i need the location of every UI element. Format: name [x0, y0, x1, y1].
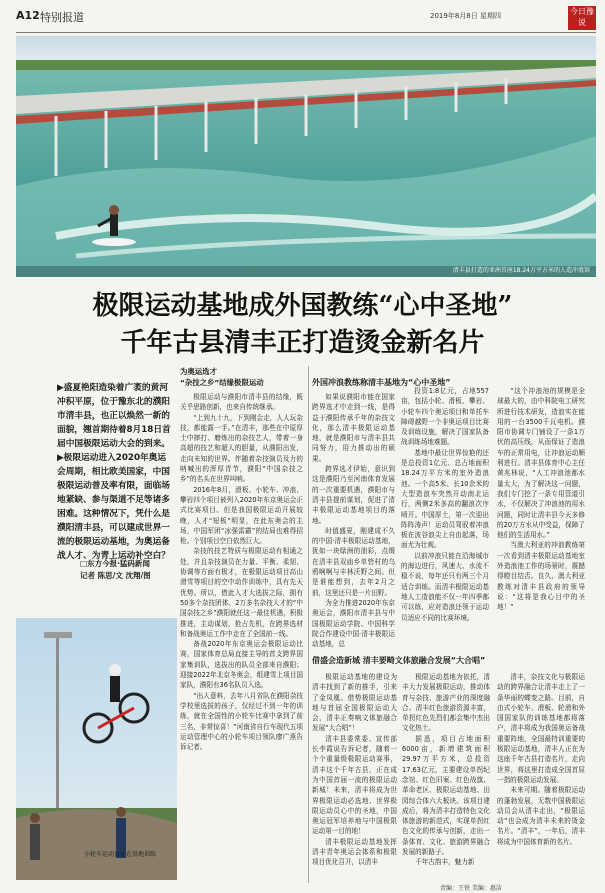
column-divider — [308, 366, 309, 883]
issue-date: 2019年8月8日 星期四 — [430, 12, 501, 20]
headline-line-2: 千年古县清丰正打造烫金新名片 — [120, 328, 485, 358]
paragraph: 跨界选才伊始，意识到这是濮阳乃至河南体育发展的一次重要机遇，濮阳市与清丰县提前谋划，促进了清丰极限运动基地项目的落地。 — [312, 465, 395, 525]
page-footer: 责编：王铁 美编：惠洁 — [440, 885, 502, 892]
paragraph: 据悉，项目占地面积6000亩，新增建筑面积29.97万平方米，总投资17.63亿元，主要建设单拐纪念馆、红色旧案、红色战旗、革命老区、极限运动基地、田园综合体六大板块。该项目建成后，将为清丰打造特色文化体旅游的新范式，实现单拐红色文化的传承与创新，走出一条体育、文化、旅游跨界融合发展的新路子。 — [402, 734, 490, 857]
article-column-5 — [497, 386, 585, 613]
paragraph: 投资1.8亿元，占地557亩，包括小轮、滑板、攀岩、小轮车四个奥运项目和单托车障碍越野一个非奥运项目比赛及训练设施，解决了国家队备战训练场地难题。 — [401, 387, 489, 447]
paragraph: 清丰县委常委、宣传部长李霞说告诉记者，随着一个个重量级极限运动赛事，清丰这个千年古县，正在成为中国首届一流的极限运动新城！未来，清丰将成为世界极限运动必选地、世界极限运动员心中的圣地，中国奥运冠军培养地与中国极限运动第一目的地！ — [312, 734, 397, 836]
article-column-3 — [312, 392, 395, 649]
paragraph: 未来可期。随着极限运动的蓬勃发展，无数中国极限运动员会从清丰走出，“极限运动”也会成为清丰未来的烫金名片。“清丰”，一年后，清丰将成为中国体育新的名片。 — [497, 786, 585, 846]
newspaper-logo — [568, 6, 596, 30]
bottom-photo-caption: 小轮车运动员正在基地训练 — [84, 851, 157, 858]
surf-pool-illustration — [16, 36, 596, 277]
byline — [80, 558, 180, 582]
headline-line-1: 极限运动基地成外国教练“心中圣地” — [92, 291, 513, 321]
section-name: 特别报道 — [40, 11, 84, 24]
lower-section-heading: 借盛会造新城 清丰要畸文体旅融合发展“大合唱” — [312, 656, 486, 665]
paragraph: 极限运动与濮阳市清丰县的结缘，既关乎思路创新，也来自传统继承。 — [180, 393, 303, 412]
summary-paragraph: ▶极限运动进入2020年奥运会周期，相比欧美国家，中国极限运动普及率有限，面临场地紧缺、参与渠道不足等诸多困难。这种情况下，凭什么是濮阳清丰县，可以建成世界一流的极限运动基地，为奥运备战人才、为青上运动补空白？ — [57, 453, 170, 561]
bmx-photo — [16, 618, 177, 880]
paragraph: 2016年8月，滑板、小轮车、冲浪、攀岩四个项目被列入2020年东京奥运会正式比赛项目。但是我国极限运动开展较晚，人才“短板”明显，在此东奥会的主场，中国军团“冰强雷霸”的结局也难得招枪。个别项目空白依然巨大。 — [180, 485, 303, 546]
lower-column-5 — [497, 672, 585, 847]
paragraph: 千年古韵丰，魅力新 — [415, 858, 475, 867]
top-photo-caption: 清丰县打造的亚洲首座18.24万平方米的人造冲浪馆 — [452, 267, 590, 274]
paragraph: 以前冲浪只能在沿海城市的海边进行，风速大、水流不稳不说，每年还只有两三个月适合训练。而清丰极限运动基地人工造浪能不仅一年四季都可以练，应对造浪还领于运动员适应不同的比赛环境。 — [401, 551, 489, 622]
paragraph: 清丰，杂技文化与极限运动的跨界融合让清丰走上了一条华丽的蝶变之路。目前，自由式小轮车、滑板、轮滑和外国国家队的训练基地都将落户，清丰将成为我国奥运备战重要阵地，全国最特训重要的极限运动基地，清丰人正在为这座千年古县打造名片，走向世界，将这里打造成全国首屈一指的极限运动发展。 — [497, 673, 585, 784]
article-column-2 — [180, 392, 303, 752]
paragraph: 极限运动基地的建设为清丰找到了新的推手，引来了金凤凰。借势极限运动基地与首届全国极限运动大会，清丰正奏响文体旅融合发展“大合唱”！ — [312, 673, 397, 733]
byline-outlet: □东方今报·猛码新闻 — [80, 559, 150, 568]
bmx-illustration — [16, 618, 177, 880]
lower-column-3 — [312, 672, 397, 868]
surf-pool-photo — [16, 36, 596, 277]
page-header — [0, 0, 605, 33]
col2-heading-a: 为奥运选才 — [180, 367, 217, 376]
page-number: A12 — [16, 9, 40, 22]
col3-heading: 外国冲浪教练称清丰基地为“心中圣地” — [312, 378, 451, 387]
article-column-4 — [401, 386, 489, 623]
lower-column-4 — [402, 672, 490, 868]
byline-authors: 记者 陈思/文 沈翔/图 — [80, 571, 151, 580]
summary-paragraph: ▶盛夏艳阳造染着广袤的黄河冲积平原，位于豫东北的濮阳市清丰县，也正以焕然一新的面貌，翘首期待着8月18日首届中国极限运动大会的到来。 — [57, 383, 171, 449]
paragraph: 为全力推进2020年东京奥运会，濮阳市清丰县与中国极限运动学院、中国科学院合作建设中国·清丰极限运动基地，总 — [312, 598, 395, 649]
paragraph: 当澳大利亚的冲浪教练第一次看到清丰极限运动基地室外造浪池工作的场景时，震撼得瞪目结舌。良久，澳大利亚教练对清丰县政府的领导说：“这将是我心目中的圣地！” — [497, 541, 585, 612]
paragraph: 如果说濮阳市能在国家跨界选才中走到一线，是得益于濮阳传承千年的杂技文化，那么清丰极限运动基地，就是濮阳市与清丰县共同努力，用力推动出的硕果。 — [312, 393, 395, 463]
col2-heading-b: “杂技之乡”结缘极限运动 — [180, 378, 264, 387]
paragraph: 时值盛夏，刚建成不久的中国·清丰极限运动基地，犹如一块绿洲的油彩，点缀在清丰县双庙乡单砦村的乌鸦啊啊与丰林沃野之间。但是谁能想到，去年2月之前，这里还只是一片田野。 — [312, 526, 395, 597]
header-rule — [16, 32, 596, 33]
paragraph: 备战2020年东京奥运会极限运动比赛，国家体育总局直接主导的首支跨界国家集训队，选拔出的队员全部来自濮阳；迎接2022年北京冬奥会，组建雪上项目国家队，濮阳有36名队员入选。 — [180, 640, 303, 690]
paragraph: 杂技的技艺特质与极限运动有相通之处，并且杂技演员在力量、平衡、柔韧、协调等方面有极才，在极限运动项目高山滑雪等项目的空中动作训练中，具有先天优势。所以，借此入才大选拔之际，拥有50多个杂技团体、2万多名杂技人才的“中国杂技之乡”濮阳就任这一最佳机遇，积极推进，主动谋划，抢占先机，在跨界选材和备战奥运工作中走在了全国前一线。 — [180, 547, 303, 638]
paragraph: “出人意料，去年八月省队在濮阳杂技学校里选拔的孩子，仅经过不到一年的训练，就在全国性的小轮车比赛中拿到了前三名，非常惊喜！”河南省自行车现代五项运动管理中心的小轮车项目领队廖广燕告诉记者。 — [180, 691, 303, 752]
paragraph: “上到九十九，下到刚会走，人人玩杂技，都能露一手。”在清丰，那些在中原厚土中摔打、磨炼出的杂技艺人，带着一身高超的技艺和超人的胆量，从濮阳出发，走向未知的世界。伴随着杂技演员及力的呐喊出的浑厚青节，濮阳“中国杂技之乡”的名头在世界叫响。 — [180, 413, 303, 484]
col2-heading — [180, 366, 305, 388]
paragraph: “这个冲浪池的规模是全球最大的，由中科院电工研究所进行技术研发，造浪实在能用的一台3500千瓦电机。濮阳市协调专门铺设了一条1万伏的高压线，从而保证了造浪车的正常用电，让冲浪运动顺利进行。清丰县体育中心主任黄兆林说，“人工冲浪池都水量太大，为了解决这一问题，我们专门挖了一条专用管道引水，不仅解决了冲浪池的用水问题，同时让清丰县今天多修的20万方水从中受益，保障了他们的生活用水。” — [497, 387, 585, 540]
logo-text: 今日豫说 — [570, 7, 594, 27]
summary-box — [57, 381, 171, 563]
paragraph: 清丰极限运动基地发挥清丰青年奥运会体系和极限项目优化召开，以清丰 — [312, 837, 397, 867]
paragraph: 基地中最让世界惊艳的还是总投资1亿元、总占地面积18.24万平方米的室外造浪池。一个高5米、长10余米的大型造浪车突然开动南北运行，两侧2米多高的翻浪次序喷开。中国厚土，第一次迎出阵阵涛声！运动员驾驭着冲浪板在波谷浪尖上自由起落，场面尤为壮观。 — [401, 448, 489, 550]
paragraph: 极限运动基地为依托，清丰大力发展极限运动，推动体育与杂技、旅游产业的深度融合。清丰红色旅游资源丰富，单拐红色先烈们都会集中杰出文化热土。 — [402, 673, 490, 733]
